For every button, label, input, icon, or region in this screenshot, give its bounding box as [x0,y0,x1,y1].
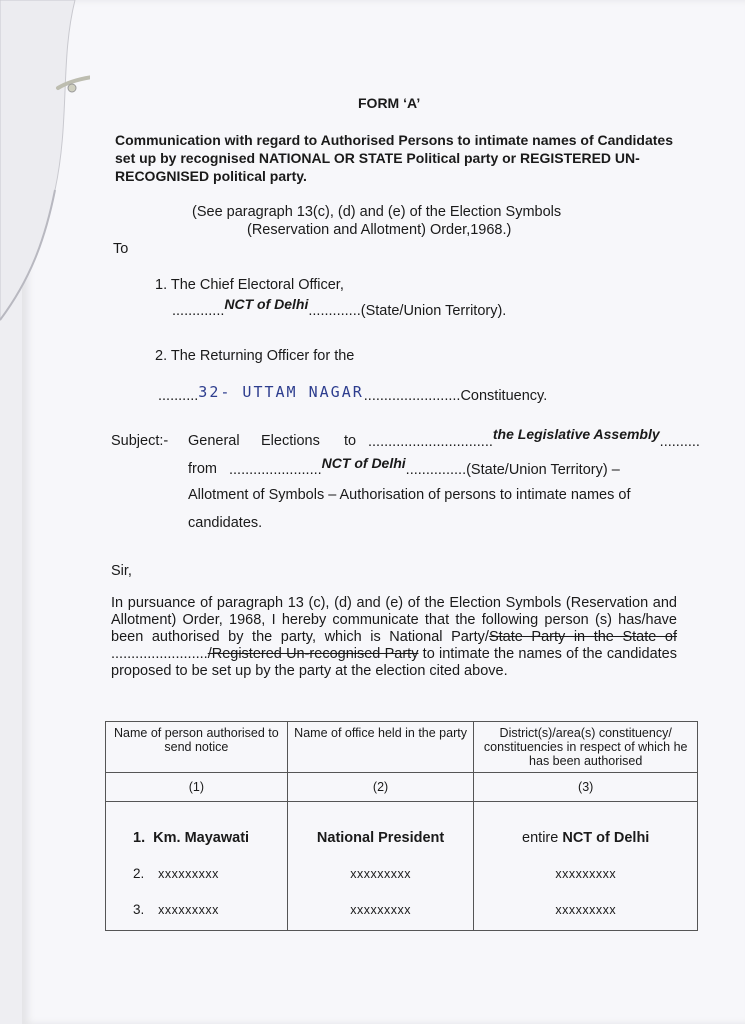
table-row [106,892,287,928]
person-name: xxxxxxxxx [158,867,219,881]
to-label: To [113,241,129,257]
subject-line-1 [368,426,700,450]
subject-state-value: NCT of Delhi [321,455,406,471]
folded-page-corner [0,0,90,330]
recipient-1-dots: ............. [172,303,225,319]
paragraph-struck-registered: /Registered Un-recognised Party [207,646,419,662]
table-number-row [106,773,698,802]
subject-election-value: the Legislative Assembly [492,426,660,442]
recipient-1-suffix: .............(State/Union Territory). [308,303,507,319]
subject-from: from [188,461,217,477]
subject-label: Subject:- [111,433,169,449]
area-column [474,802,698,931]
form-title: FORM ‘A’ [358,95,421,111]
subject-dots-1: ............................... [368,434,493,450]
table-body [106,802,698,931]
recipient-2-label: 2. The Returning Officer for the [155,348,355,364]
table-header-cell: Name of office held in the party [287,722,474,773]
recipient-1-label: 1. The Chief Electoral Officer, [155,277,344,293]
subject-elections: Elections [261,433,320,449]
row-index: 1. [133,830,146,846]
paragraph-text-2: to intimate the names of the candidates proposed to be set up by the party at the election cited above. [111,646,677,679]
subject-dots-1b: .......... [659,434,700,450]
table-header-cell: District(s)/area(s) constituency/ constituencies in respect of which he has been authorised [474,722,698,773]
name-column [106,802,288,931]
paragraph-text-1: In pursuance of paragraph 13 (c), (d) and (e) of the Election Symbols (Reservation and Allotment) Order, 1968, I hereby communicate that the following person (s) has/have been authorised by the party, which is National Party/ [111,595,677,645]
salutation: Sir, [111,563,132,579]
column-number: (2) [287,773,474,802]
recipient-1-line [172,296,507,319]
recipient-2-line [158,383,548,404]
paragraph-struck-state: State Party in the State of [488,629,677,645]
subject-dots-2b: ...............(State/Union Territory) – [405,462,620,478]
recipient-2-suffix: ........................Constituency. [363,388,548,404]
subject-line-3: Allotment of Symbols – Authorisation of persons to intimate names of [188,487,631,503]
area-name: xxxxxxxxx [555,903,617,917]
area-name: xxxxxxxxx [555,867,617,881]
row-index: 2. [133,866,145,881]
area-cell [474,820,697,856]
body-paragraph [111,595,677,680]
person-name: Km. Mayawati [153,830,250,846]
table-header-cell: Name of person authorised to send notice [106,722,288,773]
area-prefix: entire [522,830,559,846]
table-header-row [106,722,698,773]
table-row [106,820,287,856]
subject-general: General [188,433,240,449]
subject-dots-2: ....................... [229,462,322,478]
office-column [287,802,474,931]
subject-line-4: candidates. [188,515,263,531]
form-heading: Communication with regard to Authorised Persons to intimate names of Candidates set up by recognised NATIONAL OR STATE Political party or REGISTERED UN-RECOGNISED political party. [115,132,673,184]
column-number: (3) [474,773,698,802]
subject-to: to [344,433,357,449]
recipient-2-dots: .......... [158,388,199,404]
row-index: 3. [133,902,145,917]
office-name: xxxxxxxxx [350,903,411,917]
recipient-2-handwritten-value: 32- UTTAM NAGAR [198,383,364,401]
subject-line-2 [229,455,620,478]
authorisation-table [105,721,698,931]
recipient-1-value: NCT of Delhi [224,296,309,312]
paragraph-dots: ........................ [111,646,208,662]
area-name: NCT of Delhi [562,830,650,846]
column-number: (1) [106,773,288,802]
table-row [106,856,287,892]
reference-line-2: (Reservation and Allotment) Order,1968.) [247,222,512,238]
person-name: xxxxxxxxx [158,903,219,917]
office-name: National President [316,830,445,846]
office-name: xxxxxxxxx [350,867,411,881]
reference-line-1: (See paragraph 13(c), (d) and (e) of the Election Symbols [192,204,562,220]
